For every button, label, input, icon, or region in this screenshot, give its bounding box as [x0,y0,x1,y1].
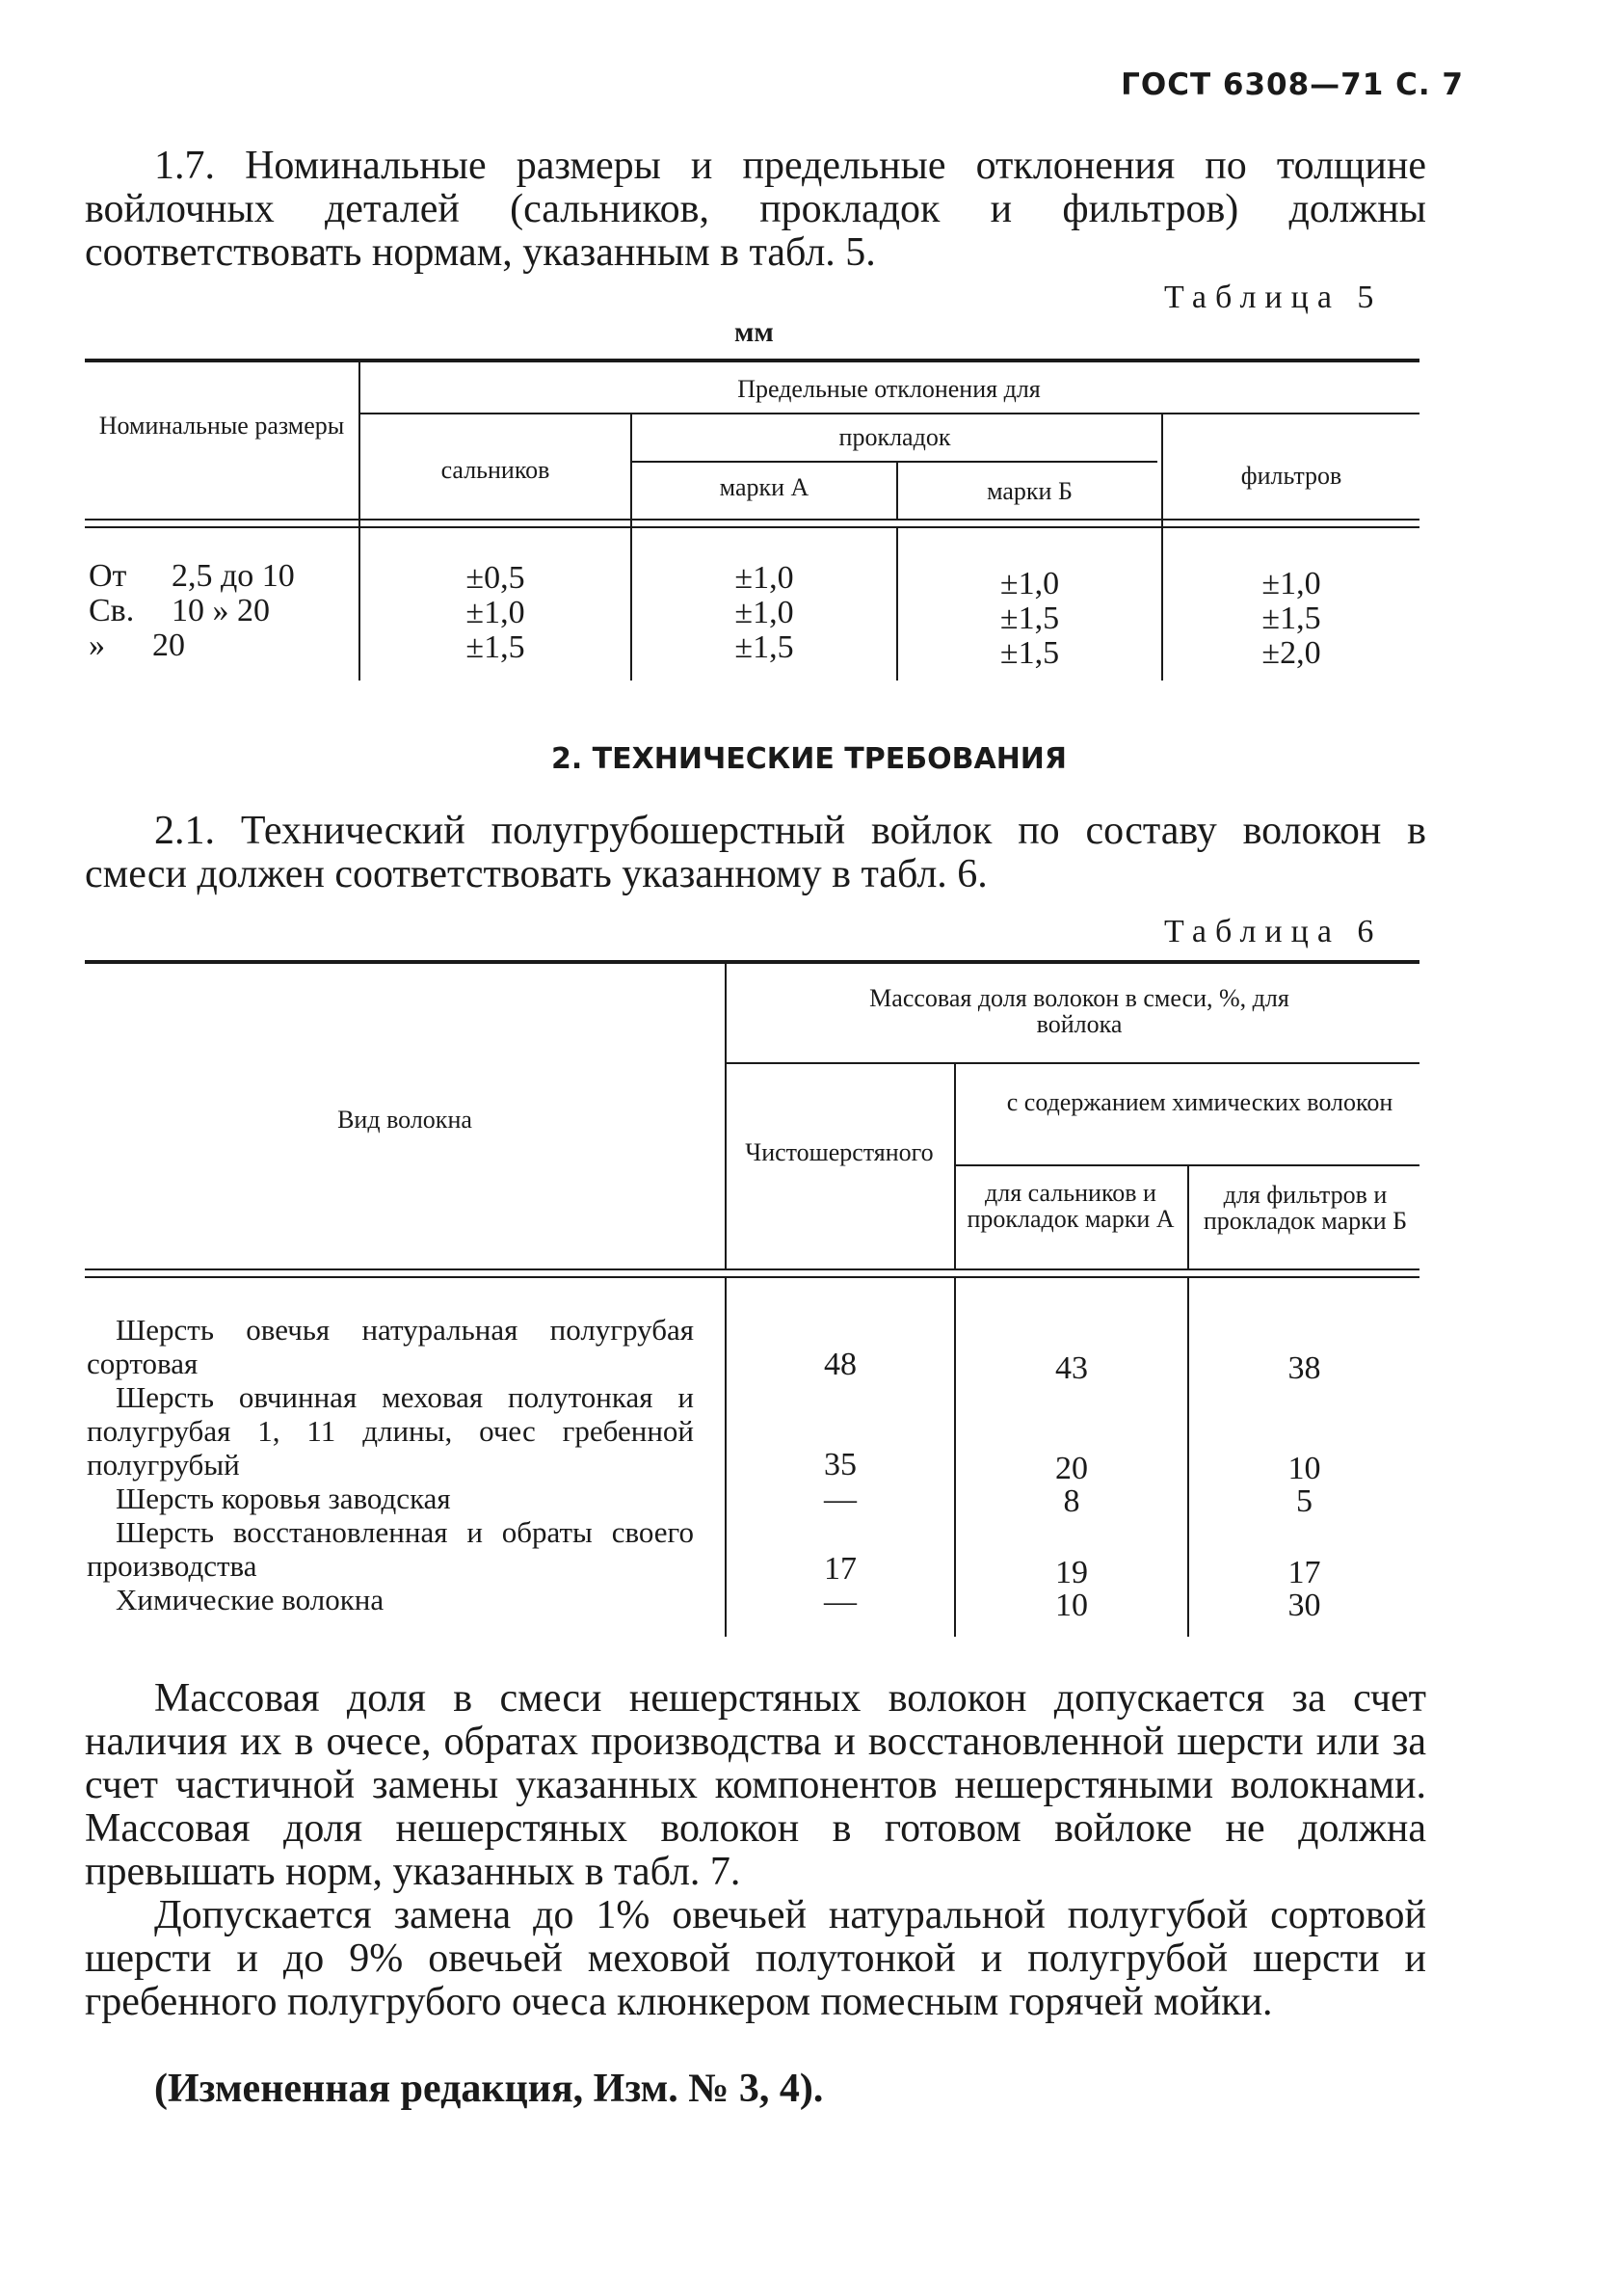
table5-cell: ±0,5 [465,560,525,596]
table6-cell: 8 [1063,1483,1080,1519]
table5-size-prefix: » [89,627,105,663]
table6-fiber-label: Шерсть восстановленная и обраты своего производства [87,1515,694,1583]
amendment-note: (Измененная редакция, Изм. № 3, 4). [154,2067,824,2111]
table6-cell: 35 [824,1447,857,1482]
table6-cell: 5 [1296,1483,1313,1519]
table5-header-gaskets: прокладок [838,423,951,451]
table6-header-mass-share: Массовая доля волокон в смеси, %, для войлока [869,984,1289,1038]
table6-cell: 19 [1055,1555,1088,1590]
table5-cell: ±1,0 [734,595,794,630]
table6-cell: — [824,1482,857,1517]
table5-header-glands: сальников [440,456,550,484]
table5-rule [358,413,1419,414]
table5-header-mark-a: марки А [719,473,809,501]
table6-header-with-chem: с содержанием химических волокон [1006,1088,1393,1116]
paragraph-2-1: 2.1. Технический полугрубошерстный войлок по составу волокон в смеси должен соответствовать указанному в табл. 6. [85,809,1426,896]
page-header: ГОСТ 6308—71 С. 7 [1121,67,1464,102]
paragraph-1-7: 1.7. Номинальные размеры и предельные отклонения по толщине войлочных деталей (сальников, прокладок и фильтров) должны соответствовать нормам, указанным в табл. 5. [85,144,1426,275]
table6-cell: 10 [1287,1451,1321,1486]
table5-cell: ±1,5 [999,601,1060,636]
paragraph-replacement: Допускается замена до 1% овечьей натуральной полугубой сортовой шерсти и до 9% овечьей меховой полутонкой и полугрубой шерсти и гребенного полугрубого очеса клюнкером помесным горячей мойки. [85,1893,1426,2024]
table6-fiber-label: Шерсть коровья заводская [116,1482,451,1515]
table5-caption: Таблица 5 [1164,280,1383,315]
table5-cell: ±2,0 [1261,635,1321,671]
table5-unit: мм [734,316,774,348]
paragraph-mass-share: Массовая доля в смеси нешерстяных волокон допускается за счет наличия их в очесе, обратах производства и восстановленной шерсти или за счет частичной замены указанных компонентов нешерстяными волокнами. Массовая доля нешерстяных волокон в готовом войлоке не должна превышать норм, указанных в табл. 7. [85,1676,1426,1894]
table6-caption: Таблица 6 [1164,914,1383,949]
table5-head-rule [85,519,1419,521]
table6-header-pure-wool: Чистошерстяного [745,1138,934,1166]
table6-col-divider [954,1064,956,1268]
table6-cell: 48 [824,1347,857,1382]
table6-col-divider [1187,1166,1189,1268]
section-2-title: 2. ТЕХНИЧЕСКИЕ ТРЕБОВАНИЯ [550,742,1068,776]
table5-header-filters: фильтров [1240,462,1342,490]
table6-header-filters-b: для фильтров и прокладок марки Б [1203,1181,1408,1235]
table6-head-rule [85,1268,1419,1270]
table5-cell: ±1,5 [1261,601,1321,636]
table5-cell: ±1,0 [734,560,794,596]
table6-cell: 30 [1287,1588,1321,1623]
table5-top-rule [85,359,1419,362]
table6-cell: 43 [1055,1350,1088,1386]
table6-top-rule [85,960,1419,964]
table5-header-nominal: Номинальные размеры [98,412,345,440]
table6-cell: 17 [1287,1555,1321,1590]
table5-rule [632,461,1157,463]
table6-cell: 38 [1287,1350,1321,1386]
table5-header-deviations: Предельные отклонения для [737,375,1041,403]
table5-cell: ±1,0 [465,595,525,630]
table5-size-range: 20 [152,627,185,663]
table5-cell: ±1,5 [999,635,1060,671]
table6-cell: 10 [1055,1588,1088,1623]
table5-size-prefix: Св. [89,593,135,628]
table6-head-rule [85,1276,1419,1278]
table5-size-range: 10 » 20 [172,593,270,628]
table6-cell: 17 [824,1551,857,1587]
table5-cell: ±1,5 [734,629,794,665]
table5-header-mark-b: марки Б [987,477,1073,505]
table5-head-rule [85,526,1419,528]
table6-header-fiber-kind: Вид волокна [337,1106,472,1134]
table6-fiber-label: Шерсть овчинная меховая полутонкая и полугрубая 1, 11 длины, очес гребенной полугрубый [87,1380,694,1482]
table6-header-glands-a: для сальников и прокладок марки А [967,1179,1175,1233]
table5-cell: ±1,5 [465,629,525,665]
table6-cell: — [824,1584,857,1619]
table6-cell: 20 [1055,1451,1088,1486]
table5-cell: ±1,0 [1261,566,1321,601]
table5-size-range: 2,5 до 10 [172,558,295,594]
table6-fiber-label: Шерсть овечья натуральная полугрубая сортовая [87,1313,694,1380]
table6-col-divider [725,964,727,1268]
table6-fiber-label: Химические волокна [116,1583,385,1616]
table5-size-prefix: От [89,558,127,594]
table6-rule [725,1062,1419,1064]
table5-cell: ±1,0 [999,566,1060,601]
